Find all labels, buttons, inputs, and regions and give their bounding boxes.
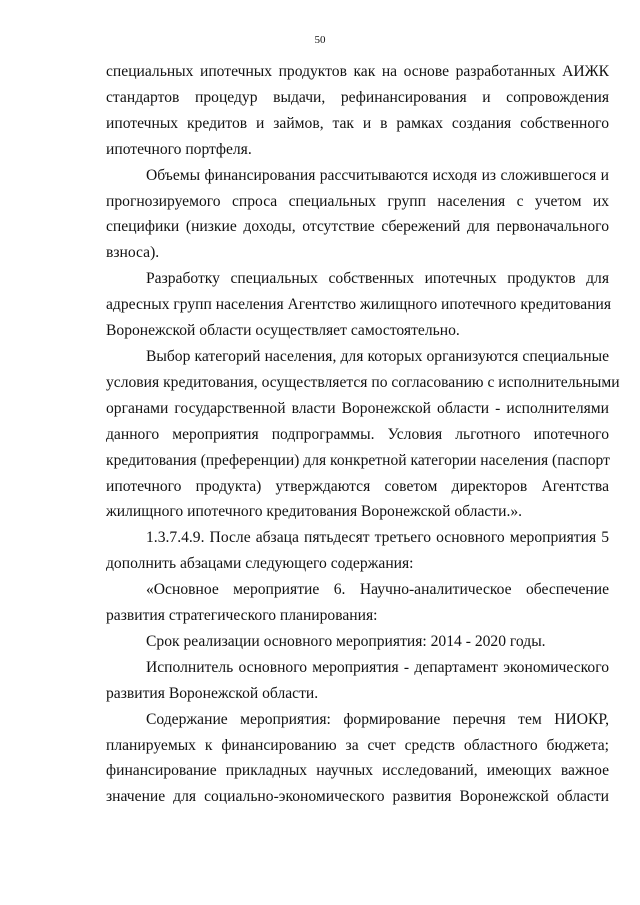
text-line: планируемых к финансированию за счет средств областного бюджета;	[106, 736, 609, 754]
paragraph	[106, 655, 609, 707]
paragraph	[106, 629, 609, 655]
text-line: финансирование прикладных научных исследований, имеющих важное	[106, 762, 609, 780]
paragraph	[106, 525, 609, 577]
text-line: Разработку специальных собственных ипотечных продуктов для	[146, 270, 609, 288]
paragraph	[106, 344, 620, 525]
page-number: 50	[314, 34, 326, 46]
paragraph	[106, 163, 609, 267]
text-line: органами государственной власти Воронежской области - исполнителями	[106, 399, 609, 417]
paragraph	[106, 59, 609, 163]
text-line: кредитования (преференции) для конкретной категории населения (паспорт	[106, 451, 610, 469]
document-body	[106, 59, 620, 810]
text-line: 1.3.7.4.9. После абзаца пятьдесят третьего основного мероприятия 5	[146, 529, 609, 547]
text-line: дополнить абзацами следующего содержания:	[106, 555, 414, 573]
paragraph	[106, 577, 609, 629]
text-line: Исполнитель основного мероприятия - департамент экономического	[146, 658, 609, 676]
text-line: ипотечного продукта) утверждаются советом директоров Агентства	[106, 477, 609, 495]
text-line: стандартов процедур выдачи, рефинансирования и сопровождения	[106, 88, 609, 106]
text-line: Срок реализации основного мероприятия: 2014 - 2020 годы.	[146, 632, 546, 650]
text-line: ипотечного портфеля.	[106, 140, 252, 158]
text-line: специальных ипотечных продуктов как на основе разработанных АИЖК	[106, 63, 609, 80]
paragraph	[106, 707, 609, 811]
text-line: Объемы финансирования рассчитываются исходя из сложившегося и	[146, 166, 609, 184]
text-line: значение для социально-экономического развития Воронежской области	[106, 788, 609, 806]
text-line: развития стратегического планирования:	[106, 607, 378, 625]
paragraph	[106, 266, 612, 344]
text-line: условия кредитования, осуществляется по согласованию с исполнительными	[106, 373, 620, 391]
text-line: специфики (низкие доходы, отсутствие сбережений для первоначального	[106, 218, 609, 236]
text-line: Выбор категорий населения, для которых организуются специальные	[146, 347, 609, 365]
text-line: Содержание мероприятия: формирование перечня тем НИОКР,	[146, 710, 609, 728]
text-line: адресных групп населения Агентство жилищного ипотечного кредитования	[106, 296, 612, 314]
text-line: жилищного ипотечного кредитования Воронежской области.».	[106, 503, 523, 521]
text-line: данного мероприятия подпрограммы. Условия льготного ипотечного	[106, 425, 609, 443]
text-line: «Основное мероприятие 6. Научно-аналитическое обеспечение	[146, 581, 609, 599]
text-line: Воронежской области осуществляет самостоятельно.	[106, 322, 460, 340]
text-line: развития Воронежской области.	[106, 684, 319, 702]
text-line: ипотечных кредитов и займов, так и в рамках создания собственного	[106, 114, 609, 132]
text-line: прогнозируемого спроса специальных групп населения с учетом их	[106, 192, 609, 210]
text-line: взноса).	[106, 244, 160, 262]
